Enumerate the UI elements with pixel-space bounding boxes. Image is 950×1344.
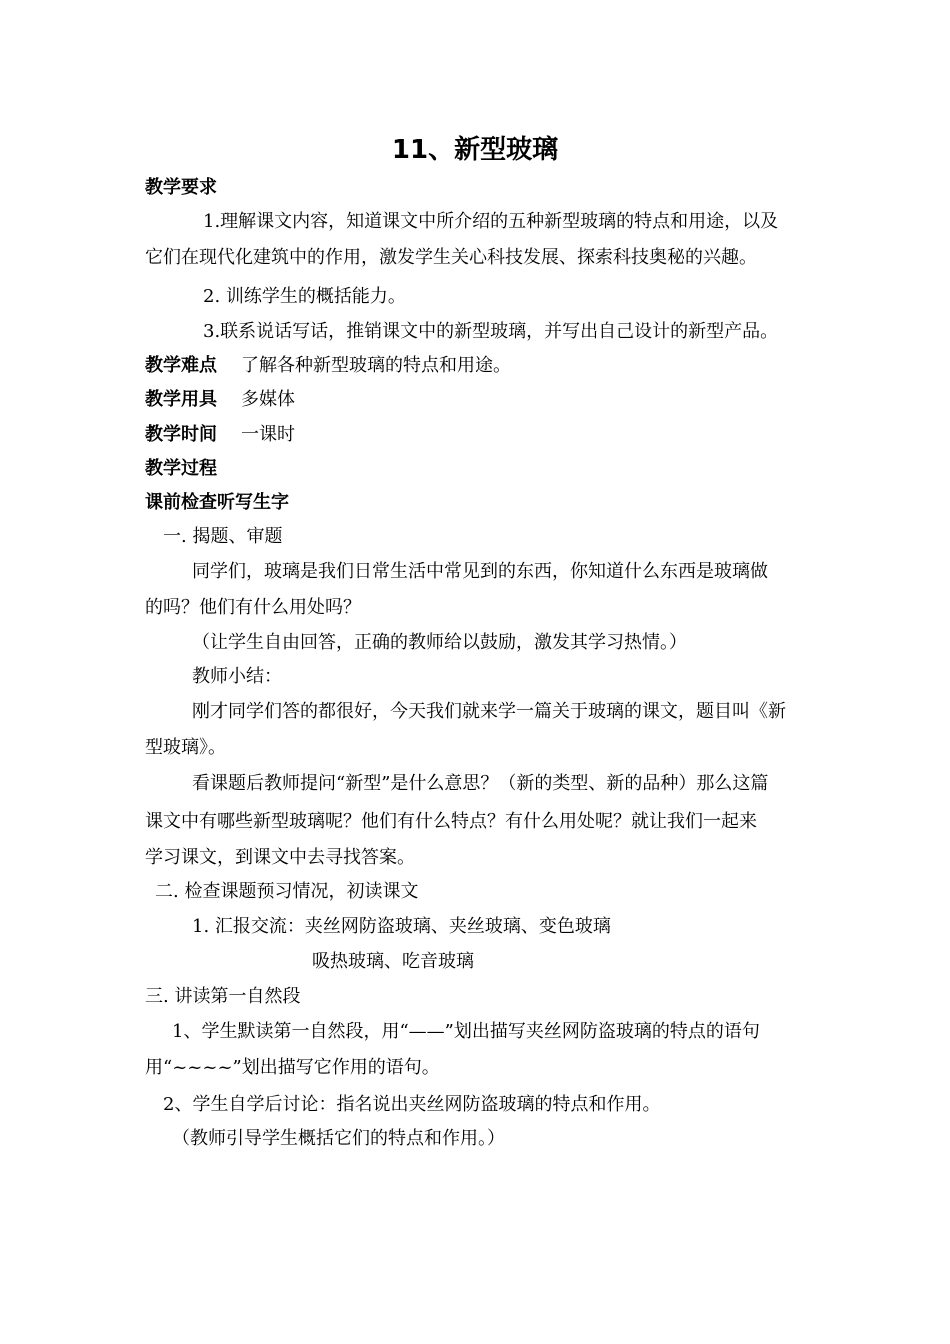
paragraph-line: （让学生自由回答，正确的教师给以鼓励，激发其学习热情。） [192, 632, 687, 653]
paragraph-line: （教师引导学生概括它们的特点和作用。） [172, 1128, 505, 1149]
paragraph-line: 的吗？他们有什么用处吗？ [145, 597, 361, 618]
paragraph-line: 2、学生自学后讨论：指名说出夹丝网防盗玻璃的特点和作用。 [163, 1094, 661, 1115]
paragraph-line: 刚才同学们答的都很好，今天我们就来学一篇关于玻璃的课文，题目叫《新 [192, 701, 786, 722]
paragraph-line: 用“~~~~”划出描写它作用的语句。 [145, 1057, 440, 1078]
paragraph-line: 2. 训练学生的概括能力。 [203, 286, 406, 307]
section-heading-process: 教学过程 [145, 458, 217, 479]
section-heading: 二. 检查课题预习情况，初读课文 [155, 881, 419, 902]
paragraph-line: 1、学生默读第一自然段，用“——”划出描写夹丝网防盗玻璃的特点的语句 [172, 1021, 760, 1042]
paragraph-line: 教师小结： [192, 666, 282, 687]
time-text: 一课时 [241, 424, 295, 445]
difficulty-label: 教学难点 [145, 355, 217, 376]
tools-row [145, 388, 295, 412]
difficulty-row [145, 354, 511, 378]
paragraph-line: 吸热玻璃、吃音玻璃 [312, 951, 474, 972]
section-heading: 三. 讲读第一自然段 [145, 986, 301, 1007]
paragraph-line: 3.联系说话写话，推销课文中的新型玻璃，并写出自己设计的新型产品。 [203, 321, 779, 342]
paragraph-line: 1.理解课文内容，知道课文中所介绍的五种新型玻璃的特点和用途，以及 [203, 211, 779, 232]
section-heading-requirements: 教学要求 [145, 177, 217, 198]
time-row [145, 423, 295, 447]
tools-label: 教学用具 [145, 389, 217, 410]
paragraph-line: 同学们，玻璃是我们日常生活中常见到的东西，你知道什么东西是玻璃做 [192, 561, 768, 582]
page-title: 11、新型玻璃 [391, 135, 559, 165]
time-label: 教学时间 [145, 424, 217, 445]
paragraph-line: 1. 汇报交流：夹丝网防盗玻璃、夹丝玻璃、变色玻璃 [192, 916, 611, 937]
tools-text: 多媒体 [241, 389, 295, 410]
section-heading: 一. 揭题、审题 [163, 526, 283, 547]
paragraph-line: 它们在现代化建筑中的作用，激发学生关心科技发展、探索科技奥秘的兴趣。 [145, 247, 757, 268]
paragraph-line: 看课题后教师提问“新型”是什么意思？（新的类型、新的品种）那么这篇 [192, 773, 769, 794]
section-heading-precheck: 课前检查听写生字 [145, 492, 289, 513]
paragraph-line: 课文中有哪些新型玻璃呢？他们有什么特点？有什么用处呢？就让我们一起来 [145, 811, 757, 832]
difficulty-text: 了解各种新型玻璃的特点和用途。 [241, 355, 511, 376]
paragraph-line: 学习课文，到课文中去寻找答案。 [145, 847, 415, 868]
paragraph-line: 型玻璃》。 [145, 737, 226, 758]
